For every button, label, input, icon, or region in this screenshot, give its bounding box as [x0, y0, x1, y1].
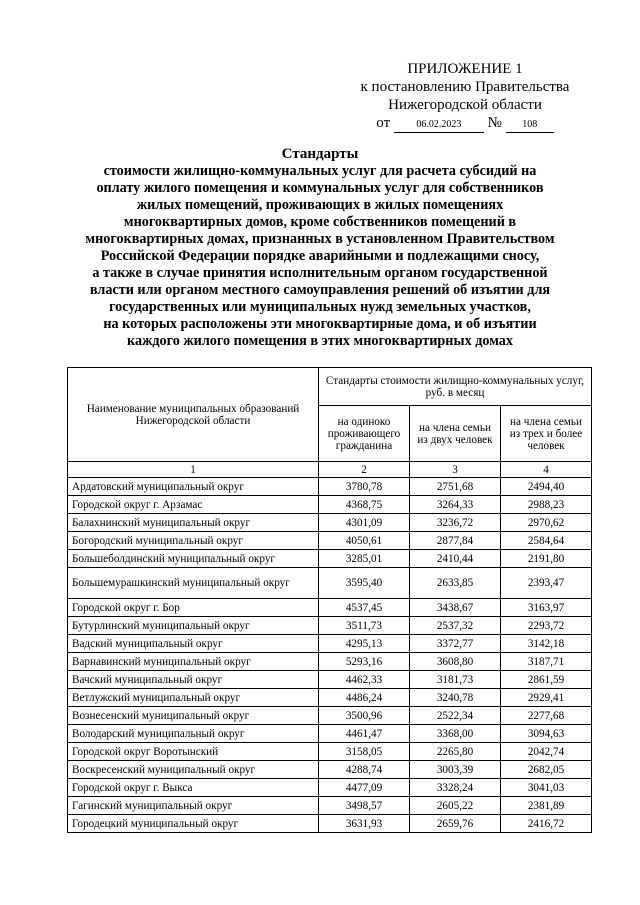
family-of-two-value: 2633,85 [410, 568, 501, 599]
standards-table [67, 367, 592, 833]
family-of-two-value: 3368,00 [410, 725, 501, 743]
family-of-two-value: 3372,77 [410, 635, 501, 653]
table-row [68, 689, 592, 707]
title-line: многоквартирных домах, признанных в установленном Правительством [85, 231, 555, 247]
table-row [68, 599, 592, 617]
family-of-two-value: 3264,33 [410, 496, 501, 514]
family-of-two-value: 3608,80 [410, 653, 501, 671]
municipality-name: Вачский муниципальный округ [68, 671, 319, 689]
municipality-name: Городской округ г. Выкса [68, 779, 319, 797]
family-of-three-plus-value: 2970,62 [501, 514, 592, 532]
appendix-date-line [320, 114, 610, 133]
number-sign: № [487, 115, 502, 131]
family-of-three-plus-value: 3187,71 [501, 653, 592, 671]
number-value: 108 [506, 119, 554, 133]
family-of-three-plus-value: 3094,63 [501, 725, 592, 743]
municipality-name: Большеболдинский муниципальный округ [68, 550, 319, 568]
column-number: 4 [501, 462, 592, 478]
title-line: на которых расположены эти многоквартирные дома, и об изъятии [103, 316, 537, 332]
municipality-name: Городской округ г. Арзамас [68, 496, 319, 514]
single-resident-value: 4537,45 [319, 599, 410, 617]
date-prefix: от [376, 115, 391, 131]
family-of-two-value: 2877,84 [410, 532, 501, 550]
municipality-name: Володарский муниципальный округ [68, 725, 319, 743]
standards-group-header: Стандарты стоимости жилищно-коммунальных услуг, руб. в месяц [319, 368, 592, 406]
family-of-three-plus-value: 2584,64 [501, 532, 592, 550]
title-line: многоквартирных домов, кроме собственников помещений в [123, 214, 517, 230]
municipality-name: Городской округ г. Бор [68, 599, 319, 617]
appendix-line-2: Нижегородской области [388, 97, 542, 113]
table-body [68, 478, 592, 833]
single-resident-value: 4477,09 [319, 779, 410, 797]
family-of-three-plus-value: 3041,03 [501, 779, 592, 797]
family-of-two-value: 2605,22 [410, 797, 501, 815]
single-resident-value: 4295,13 [319, 635, 410, 653]
column-number: 2 [319, 462, 410, 478]
table-row [68, 707, 592, 725]
table-row [68, 478, 592, 496]
table-row [68, 671, 592, 689]
family-of-two-value: 2537,32 [410, 617, 501, 635]
single-resident-value: 5293,16 [319, 653, 410, 671]
single-resident-value: 4301,09 [319, 514, 410, 532]
appendix-line-1: к постановлению Правительства [360, 79, 570, 95]
title-line: государственных или муниципальных нужд земельных участков, [109, 299, 531, 315]
family-of-three-plus-value: 2682,05 [501, 761, 592, 779]
family-of-three-plus-value: 3163,97 [501, 599, 592, 617]
municipality-name: Ветлужский муниципальный округ [68, 689, 319, 707]
family-of-three-plus-value: 2861,59 [501, 671, 592, 689]
family-of-two-value: 3328,24 [410, 779, 501, 797]
family-of-two-value: 2522,34 [410, 707, 501, 725]
title-line: каждого жилого помещения в этих многоквартирных домах [127, 333, 513, 349]
table-row [68, 743, 592, 761]
family-of-two-value: 2265,80 [410, 743, 501, 761]
single-resident-value: 3595,40 [319, 568, 410, 599]
column-number: 1 [68, 462, 319, 478]
single-resident-value: 3780,78 [319, 478, 410, 496]
municipality-name: Вознесенский муниципальный округ [68, 707, 319, 725]
family-of-two-value: 3003,39 [410, 761, 501, 779]
title-line: оплату жилого помещения и коммунальных услуг для собственников [96, 180, 544, 196]
table-row [68, 550, 592, 568]
single-resident-value: 4462,33 [319, 671, 410, 689]
single-resident-value: 3631,93 [319, 815, 410, 833]
single-resident-value: 3498,57 [319, 797, 410, 815]
municipality-name: Варнавинский муниципальный округ [68, 653, 319, 671]
table-row [68, 761, 592, 779]
family-of-three-plus-header: на члена семьи из трех и более человек [501, 406, 592, 462]
table-row [68, 725, 592, 743]
single-resident-value: 4486,24 [319, 689, 410, 707]
family-of-two-value: 3240,78 [410, 689, 501, 707]
title-line: власти или органом местного самоуправления решений об изъятии для [89, 282, 551, 298]
family-of-two-value: 3438,67 [410, 599, 501, 617]
appendix-title: ПРИЛОЖЕНИЕ 1 [407, 61, 523, 77]
single-resident-value: 4050,61 [319, 532, 410, 550]
single-resident-value: 3500,96 [319, 707, 410, 725]
municipality-name: Вадский муниципальный округ [68, 635, 319, 653]
date-value: 06.02.2023 [394, 119, 484, 133]
family-of-three-plus-value: 2381,89 [501, 797, 592, 815]
family-of-three-plus-value: 2393,47 [501, 568, 592, 599]
table-row [68, 496, 592, 514]
municipality-name: Большемурашкинский муниципальный округ [68, 568, 319, 599]
column-number: 3 [410, 462, 501, 478]
family-of-two-value: 2751,68 [410, 478, 501, 496]
single-resident-value: 3511,73 [319, 617, 410, 635]
municipality-name: Ардатовский муниципальный округ [68, 478, 319, 496]
title-line: стоимости жилищно-коммунальных услуг для расчета субсидий на [103, 163, 537, 179]
single-resident-value: 3285,01 [319, 550, 410, 568]
municipality-name: Городецкий муниципальный округ [68, 815, 319, 833]
family-of-three-plus-value: 2416,72 [501, 815, 592, 833]
family-of-three-plus-value: 2293,72 [501, 617, 592, 635]
single-resident-value: 4461,47 [319, 725, 410, 743]
single-resident-header: на одиноко проживающего гражданина [319, 406, 410, 462]
family-of-two-value: 3181,73 [410, 671, 501, 689]
single-resident-value: 4368,75 [319, 496, 410, 514]
family-of-three-plus-value: 2277,68 [501, 707, 592, 725]
appendix-header [320, 60, 610, 133]
table-row [68, 797, 592, 815]
table-row [68, 779, 592, 797]
family-of-three-plus-value: 2191,80 [501, 550, 592, 568]
table-row [68, 635, 592, 653]
family-of-three-plus-value: 2929,41 [501, 689, 592, 707]
table-row [68, 568, 592, 599]
municipality-name: Гагинский муниципальный округ [68, 797, 319, 815]
table-row [68, 514, 592, 532]
title-line: жилых помещений, проживающих в жилых помещениях [136, 197, 504, 213]
title-line: а также в случае принятия исполнительным органом государственной [92, 265, 548, 281]
municipality-name: Бутурлинский муниципальный округ [68, 617, 319, 635]
family-of-three-plus-value: 2494,40 [501, 478, 592, 496]
municipality-name: Богородский муниципальный округ [68, 532, 319, 550]
single-resident-value: 3158,05 [319, 743, 410, 761]
family-of-three-plus-value: 2042,74 [501, 743, 592, 761]
table-row [68, 653, 592, 671]
family-of-three-plus-value: 3142,18 [501, 635, 592, 653]
table-row [68, 617, 592, 635]
family-of-two-value: 2410,44 [410, 550, 501, 568]
title-line: Российской Федерации порядке аварийными и подлежащими сносу, [100, 248, 540, 264]
family-of-two-value: 2659,76 [410, 815, 501, 833]
family-of-two-header: на члена семьи из двух человек [410, 406, 501, 462]
municipality-column-header: Наименование муниципальных образований Нижегородской области [68, 368, 319, 462]
family-of-three-plus-value: 2988,23 [501, 496, 592, 514]
single-resident-value: 4288,74 [319, 761, 410, 779]
family-of-two-value: 3236,72 [410, 514, 501, 532]
document-title [60, 146, 580, 350]
table-row [68, 532, 592, 550]
document-title-main: Стандарты [281, 146, 359, 162]
municipality-name: Воскресенский муниципальный округ [68, 761, 319, 779]
municipality-name: Городской округ Воротынский [68, 743, 319, 761]
table-row [68, 815, 592, 833]
municipality-name: Балахнинский муниципальный округ [68, 514, 319, 532]
